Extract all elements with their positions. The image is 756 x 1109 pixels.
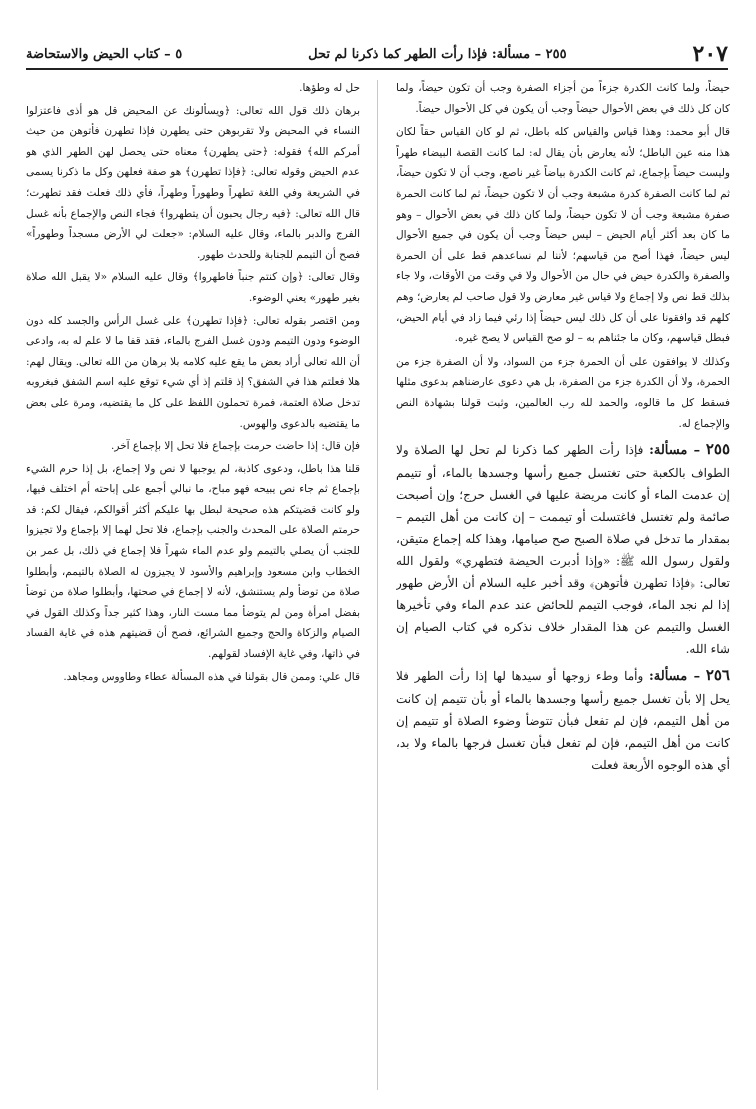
- issue-number: ٢٥٥: [705, 440, 730, 459]
- paragraph: برهان ذلك قول الله تعالى: ﴿ويسألونك عن المحيض قل هو أذى فاعتزلوا النساء في المحيض ولا تقربوهن حتى يطهرن فإذا تطهرن فأتوهن من حيث أمركم الله﴾ فقوله: ﴿حتى يطهرن﴾ معناه حتى يحصل لهن الطهر الذي هو عدم الحيض وقوله تعالى: ﴿فإذا تطهرن﴾ هو صفة فعلهن وكل ما ذكرنا يسمى في الشريعة وفي اللغة تطهراً وطهوراً وطهراً، فأي ذلك فعلت فقد تطهرت؛ قال الله تعالى: ﴿فيه رجال يحبون أن يتطهروا﴾ فجاء النص والإجماع بأنه غسل الفرج والدبر بالماء، وقال عليه السلام: «جعلت لي الأرض مسجداً وطهوراً» فصح أن التيمم للجنابة وللحدث طهور.: [26, 104, 360, 261]
- issue-label: – مسألة:: [648, 669, 701, 685]
- paragraph: وكذلك لا يوافقون على أن الحمرة جزء من السواد، ولا أن الصفرة جزء من الحمرة، ولا أن الكدرة جزء من الصفرة، بل هي دعوى عارضناهم بدعوى مثلها فسقط كل ما قالوه، والحمد لله رب العالمين، وثبت قولنا بشهادة النص والإجماع له.: [396, 355, 730, 430]
- running-title: ٢٥٥ – مسألة: فإذا رأت الطهر كما ذكرنا لم تحل: [308, 46, 567, 62]
- paragraph: فإن قال: إذا حاضت حرمت بإجماع فلا تحل إلا بإجماع آخر.: [110, 440, 360, 453]
- paragraph: حل له وطؤها.: [299, 82, 360, 94]
- page-header: [26, 40, 728, 70]
- column-divider: [377, 80, 378, 1090]
- chapter-title: ٥ – كتاب الحيض والاستحاضة: [26, 46, 183, 62]
- paragraph: وقال تعالى: ﴿وإن كنتم جنباً فاطهروا﴾ وقال عليه السلام «لا يقبل الله صلاة بغير طهور» يعني الوضوء.: [26, 271, 360, 304]
- paragraph: ومن اقتصر بقوله تعالى: ﴿فإذا تطهرن﴾ على غسل الرأس والجسد كله دون الوضوء ودون التيمم ودون غسل الفرج بالماء، فقد قفا ما لا علم له به، وادعى أن الله تعالى أراد بعض ما يقع عليه كلامه بلا برهان من الله تعالى. ويقال لهم: هلا فعلتم هذا في الشفق؟ إذ قلتم إذ أي شيء توقع عليه اسم الشفق فبغروبه تدخل صلاة العتمة، فمرة تحملون اللفظ على كل ما يقتضيه، ومرة على بعض ما يقتضيه بالدعوى والهوس.: [26, 314, 360, 430]
- left-column: [26, 78, 360, 1088]
- paragraph: قلنا هذا باطل، ودعوى كاذبة، لم يوجبها لا نص ولا إجماع، بل إذا حرم الشيء بإجماع ثم جاء نص يبيحه فهو مباح، ما نبالي أجمع على إباحته أم اختلف فيها، ولو كانت قضيتكم هذه صحيحة لبطل بها عليكم أكثر أقوالكم، فيقال لكم: قد حرمتم الصلاة على المحدث والجنب بإجماع، فلا تحل لهما إلا بإجماع ولا تجيزوا للجنب أن يصلي بالتيمم ولو عدم الماء شهراً فلا إجماع في ذلك، بل عمر بن الخطاب وابن مسعود وإبراهيم والأسود لا يجيزون له الصلاة بالتيمم، وأبطلوا صلاة من توضأ ولم يستنشق، لأنه لا إجماع في صحتها، وأبطلوا صلاة من توضأ بفضل امرأة ومن لم يتوضأ مما مست النار، وهذا كثير جداً وكذلك القول في الصيام والزكاة والحج وجميع الشرائع، فصح أن قضيتهم هذه في غاية الفساد في ذاتها، وفي غاية الإفساد لقولهم.: [26, 462, 360, 661]
- issue-256: [396, 664, 730, 776]
- issue-text: فإذا رأت الطهر كما ذكرنا لم تحل لها الصلاة ولا الطواف بالكعبة حتى تغتسل جميع رأسها وجسدها بالماء، أو تتيمم إن عدمت الماء أو كانت مريضة عليها في الغسل حرج؛ وإن أصبحت صائمة ولم تغتسل فاغتسلت أو تيممت – إن كانت من أهل التيمم – بمقدار ما تدخل في صلاة الصبح صح صيامها، وهذا كله إجماع متيقن، ولقول رسول الله ﷺ: «وإذا أدبرت الحيضة فتطهري» ولقول الله تعالى: ﴿فإذا تطهرن فأتوهن﴾ وقد أخبر عليه السلام أن الأرض طهور إذا لم نجد الماء، فوجب التيمم للحائض عند عدم الماء وفي تأخيرها الغسل والتيمم عن هذا المقدار خلاف نذكره في كتاب الصيام إن شاء الله.: [396, 443, 730, 657]
- paragraph: حيضاً، ولما كانت الكدرة جزءاً من أجزاء الصفرة وجب أن تكون حيضاً، ولما كان كل ذلك في بعض الأحوال حيضاً وجب أن يكون في كل الأحوال حيضاً.: [396, 82, 730, 115]
- page-number: ٢٠٧: [692, 41, 728, 67]
- issue-label: – مسألة:: [649, 443, 701, 459]
- issue-number: ٢٥٦: [705, 666, 730, 685]
- issue-text: وأما وطء زوجها أو سيدها لها إذا رأت الطهر فلا يحل إلا بأن تغسل جميع رأسها وجسدها بالماء أو بأن تتيمم إن كانت من أهل التيمم، فإن لم تفعل فبأن تتوضأ وضوء الصلاة أو تتيمم إن كانت من أهل التيمم، فإن لم تفعل فبأن تغسل فرجها بالماء ولا بد، أي هذه الوجوه الأربعة فعلت: [396, 669, 730, 773]
- issue-255: [396, 438, 730, 660]
- paragraph: قال أبو محمد: وهذا قياس والقياس كله باطل، ثم لو كان القياس حقاً لكان هذا منه عين الباطل؛ لأنه يعارض بأن يقال له: لما كانت القصة البيضاء طهراً وليست حيضاً بإجماع، ثم كانت الكدرة بياضاً غير ناصع، وجب أن لا تكون حيضاً، ثم لما كانت الصفرة كدرة مشبعة وجب أن لا تكون حيضاً، ثم لما كانت الحمرة صفرة مشبعة وجب أن لا تكون حيضاً، ولما كان ذلك في بعض الأحوال – وهو ما كان بعد أكثر أيام الحيض – ليس حيضاً وجب أن يكون في جميع الأحوال ليس حيضاً، فهذا أصح من قياسهم؛ لأننا لم نساعدهم قط على أن الحمرة والصفرة والكدرة حيض في حال من الأحوال ولا في وقت من الأوقات، ولا جاء بذلك قط نص ولا إجماع ولا قياس غير معارض ولا قول صاحب لم يعارض؛ وهم كلهم قد وافقونا على أن كل ذلك ليس حيضاً إذا رئي فيما زاد في أيام الحيض، فبطل قياسهم، وكان ما جئناهم به – لو صح القياس لا يصح غيره.: [396, 126, 730, 345]
- paragraph: قال علي: وممن قال بقولنا في هذه المسألة عطاء وطاووس ومجاهد.: [63, 670, 360, 683]
- right-column: [396, 78, 730, 1088]
